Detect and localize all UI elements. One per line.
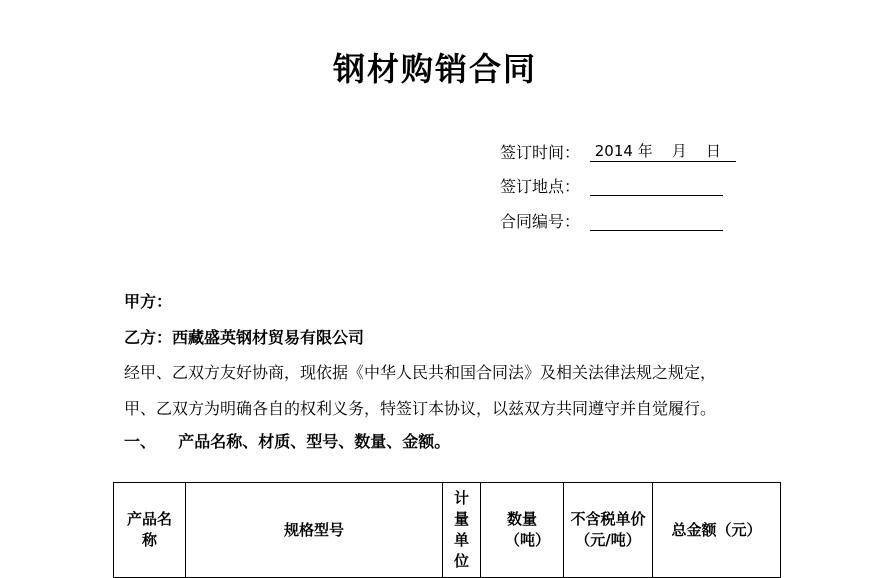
- sign-time-value: 2014 年 月 日: [590, 141, 736, 162]
- sign-time-row: [500, 143, 590, 163]
- section-heading-1: 一、 产品名称、材质、型号、数量、金额。: [124, 432, 451, 451]
- contract-no-value: [590, 210, 723, 231]
- table-header-row: [114, 483, 781, 578]
- header-spec-model: 规格型号: [186, 483, 443, 578]
- body-line-2: 甲、乙双方为明确各自的权利义务，特签订本协议，以兹双方共同遵守并自觉履行。: [124, 399, 717, 418]
- contract-title: 钢材购销合同: [332, 50, 537, 88]
- product-table: [113, 482, 781, 578]
- contract-no-row: [500, 212, 590, 232]
- contract-no-label: 合同编号：: [500, 212, 581, 231]
- header-total-amount: 总金额（元）: [653, 483, 781, 578]
- header-unit-price: 不含税单价（元/吨）: [564, 483, 653, 578]
- body-line-1: 经甲、乙双方友好协商，现依据《中华人民共和国合同法》及相关法律法规之规定，: [124, 363, 717, 382]
- header-quantity: 数量（吨）: [481, 483, 564, 578]
- sign-time-label: 签订时间：: [500, 143, 581, 162]
- sign-place-row: [500, 177, 590, 197]
- sign-place-value: [590, 175, 723, 196]
- sign-place-label: 签订地点：: [500, 177, 581, 196]
- header-unit: 计量单位: [443, 483, 481, 578]
- party-b: 乙方：西藏盛英钢材贸易有限公司: [124, 328, 365, 347]
- party-a: 甲方：: [124, 292, 173, 311]
- header-product-name: 产品名称: [114, 483, 186, 578]
